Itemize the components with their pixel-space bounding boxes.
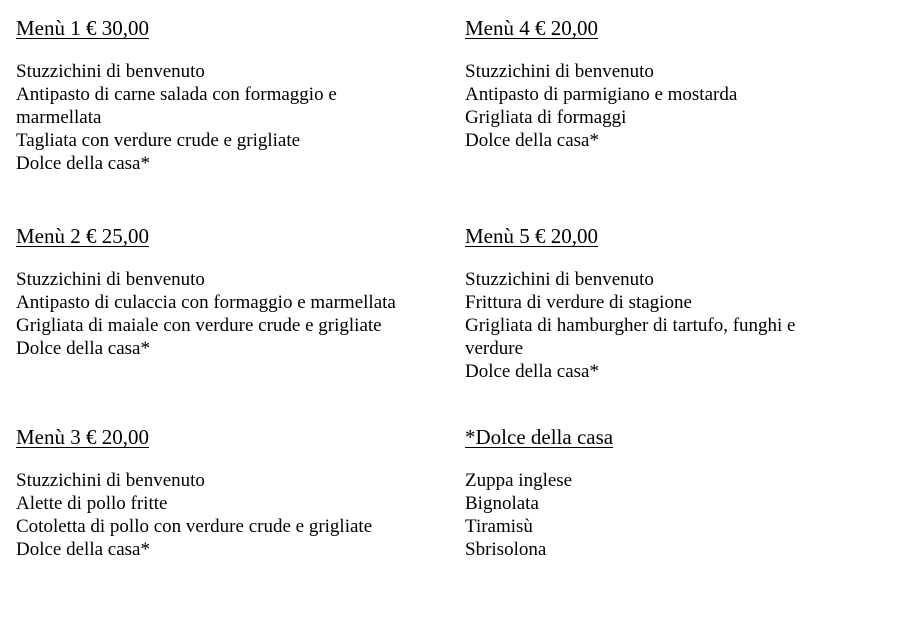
menu-item: Dolce della casa* (16, 338, 150, 359)
menu-4-title: Menù 4 € 20,00 (465, 16, 598, 40)
dessert-section (465, 425, 885, 561)
menu-1-section (16, 16, 406, 175)
menu-2-title: Menù 2 € 25,00 (16, 224, 149, 248)
menu-item: Antipasto di parmigiano e mostarda (465, 84, 738, 105)
menu-4-items (465, 60, 885, 152)
menu-item: Dolce della casa* (465, 130, 599, 151)
menu-item: Stuzzichini di benvenuto (16, 61, 205, 82)
dessert-item: Sbrisolona (465, 539, 547, 560)
menu-5-section (465, 224, 845, 383)
menu-1-items (16, 60, 406, 175)
menu-item: Dolce della casa* (16, 153, 150, 174)
menu-item: Grigliata di formaggi (465, 107, 627, 128)
menu-3-items (16, 469, 446, 561)
dessert-items (465, 469, 885, 561)
dessert-item: Tiramisù (465, 516, 533, 537)
menu-item: Cotoletta di pollo con verdure crude e grigliate (16, 516, 373, 537)
menu-1-title: Menù 1 € 30,00 (16, 16, 149, 40)
menu-2-section (16, 224, 446, 360)
dessert-title: *Dolce della casa (465, 425, 614, 449)
menu-item: Frittura di verdure di stagione (465, 292, 692, 313)
menu-4-section (465, 16, 885, 152)
menu-item: Stuzzichini di benvenuto (16, 269, 205, 290)
menu-item: Stuzzichini di benvenuto (465, 61, 654, 82)
menu-3-title: Menù 3 € 20,00 (16, 425, 149, 449)
menu-item: Stuzzichini di benvenuto (465, 269, 654, 290)
menu-5-items (465, 268, 845, 383)
menu-5-title: Menù 5 € 20,00 (465, 224, 598, 248)
dessert-item: Bignolata (465, 493, 539, 514)
menu-item: Grigliata di maiale con verdure crude e grigliate (16, 315, 382, 336)
menu-item: Antipasto di carne salada con formaggio e marmellata (16, 84, 337, 128)
menu-item: Dolce della casa* (16, 539, 150, 560)
dessert-item: Zuppa inglese (465, 470, 573, 491)
menu-item: Alette di pollo fritte (16, 493, 168, 514)
menu-item: Dolce della casa* (465, 361, 599, 382)
menu-item: Antipasto di culaccia con formaggio e marmellata (16, 292, 396, 313)
menu-2-items (16, 268, 446, 360)
menu-item: Tagliata con verdure crude e grigliate (16, 130, 301, 151)
menu-item: Grigliata di hamburgher di tartufo, funghi e verdure (465, 315, 796, 359)
menu-item: Stuzzichini di benvenuto (16, 470, 205, 491)
menu-3-section (16, 425, 446, 561)
